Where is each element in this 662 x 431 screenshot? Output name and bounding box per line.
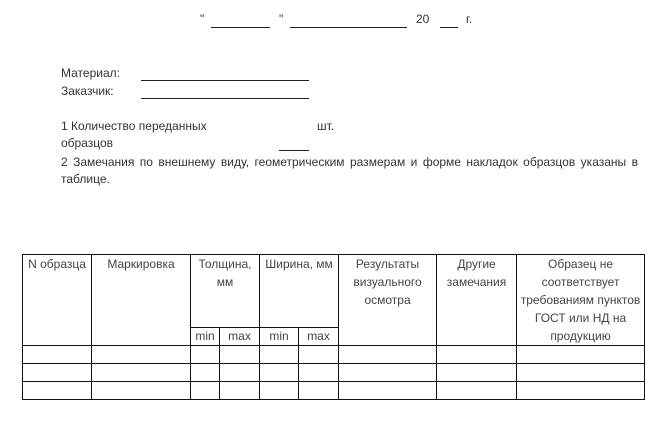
table-cell[interactable]: [517, 346, 645, 364]
material-field[interactable]: [141, 80, 309, 81]
table-cell[interactable]: [92, 346, 191, 364]
table-cell[interactable]: [339, 364, 437, 382]
table-cell[interactable]: [220, 364, 260, 382]
table-cell[interactable]: [260, 382, 299, 400]
table-cell[interactable]: [23, 346, 92, 364]
header-width: Ширина, мм: [260, 255, 339, 328]
year-prefix: 20: [416, 12, 430, 26]
table-row: [23, 382, 645, 400]
table-row: [23, 364, 645, 382]
subheader-width-min: min: [260, 327, 299, 345]
table-cell[interactable]: [23, 382, 92, 400]
table-cell[interactable]: [260, 364, 299, 382]
table-cell[interactable]: [92, 364, 191, 382]
table-cell[interactable]: [517, 364, 645, 382]
year-field[interactable]: [440, 27, 458, 28]
table-cell[interactable]: [191, 364, 220, 382]
table-cell[interactable]: [23, 364, 92, 382]
table-cell[interactable]: [299, 364, 339, 382]
table-cell[interactable]: [299, 346, 339, 364]
item1-unit: шт.: [317, 119, 335, 133]
table-cell[interactable]: [92, 382, 191, 400]
table-cell[interactable]: [299, 382, 339, 400]
table-cell[interactable]: [339, 346, 437, 364]
samples-table: [22, 254, 645, 400]
customer-label: Заказчик:: [61, 84, 114, 98]
table-cell[interactable]: [191, 346, 220, 364]
header-other-remarks: Другие замечания: [437, 255, 517, 346]
material-label: Материал:: [61, 66, 120, 80]
table-cell[interactable]: [260, 346, 299, 364]
subheader-thickness-min: min: [191, 327, 220, 345]
header-nonconformity: Образец не соответствует требованиям пунктов ГОСТ или НД на продукцию: [517, 255, 645, 346]
item1-text: 1 Количество переданных: [61, 119, 207, 133]
month-field[interactable]: [290, 27, 407, 28]
table-cell[interactable]: [517, 382, 645, 400]
header-thickness: Толщина, мм: [191, 255, 260, 328]
sample-count-field[interactable]: [279, 150, 309, 151]
table-cell[interactable]: [220, 382, 260, 400]
table-cell[interactable]: [220, 346, 260, 364]
item1-line2: образцов: [61, 136, 114, 150]
subheader-thickness-max: max: [220, 327, 260, 345]
header-visual-results: Результаты визуального осмотра: [339, 255, 437, 346]
table-cell[interactable]: [437, 364, 517, 382]
header-sample-number: N образца: [23, 255, 92, 346]
day-field[interactable]: [211, 27, 270, 28]
table-cell[interactable]: [437, 346, 517, 364]
subheader-width-max: max: [299, 327, 339, 345]
quote-open: ": [200, 12, 205, 26]
item2-text: 2 Замечания по внешнему виду, геометрическим размерам и форме накладок образцов указаны в таблице.: [61, 155, 638, 186]
quote-close: ": [279, 12, 284, 26]
customer-field[interactable]: [141, 98, 309, 99]
table-cell[interactable]: [437, 382, 517, 400]
table-row: [23, 346, 645, 364]
header-marking: Маркировка: [92, 255, 191, 346]
table-cell[interactable]: [191, 382, 220, 400]
table-cell[interactable]: [339, 382, 437, 400]
year-suffix: г.: [466, 12, 473, 26]
